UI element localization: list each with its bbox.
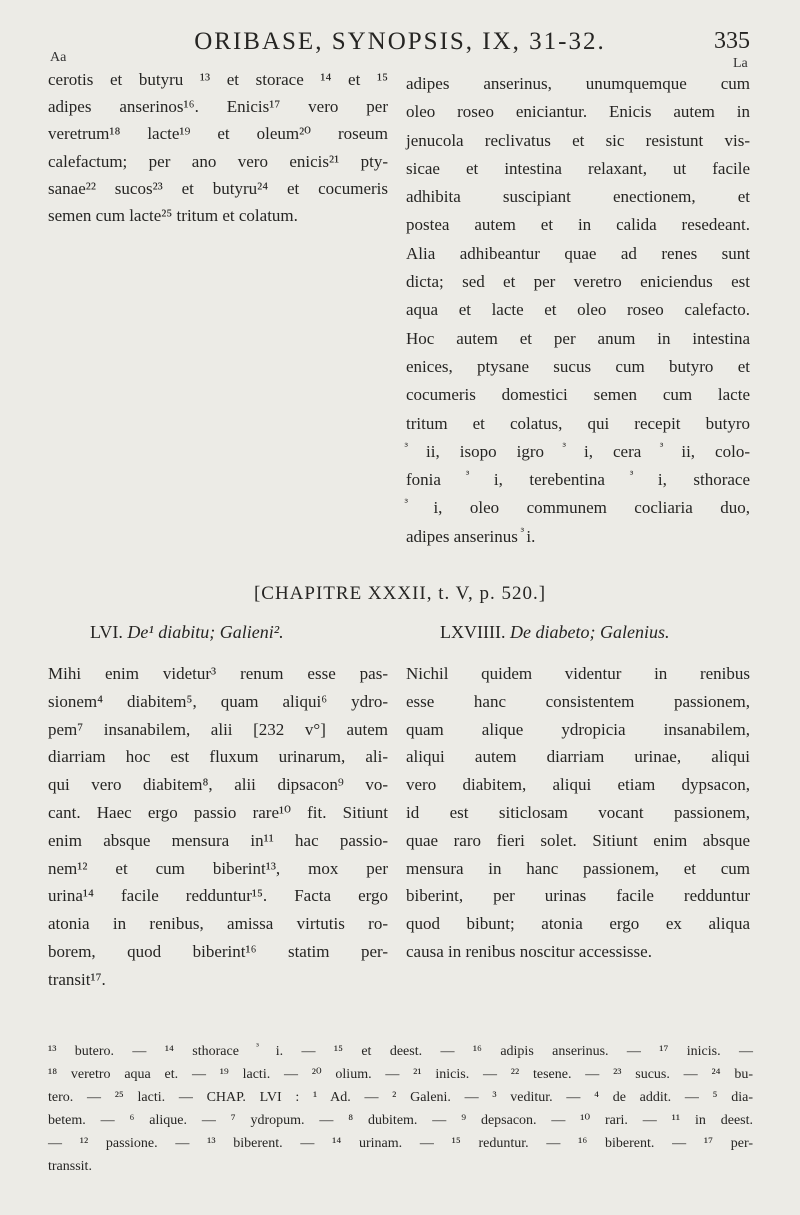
text-line: atonia in renibus, amissa virtutis ro- [48, 914, 388, 934]
text-line: aqua et lacte et oleo roseo calefacto. [406, 300, 750, 320]
text-line: cocumeris domestici semen cum lacte [406, 385, 750, 405]
text-line: pem⁷ insanabilem, alii [232 v°] autem [48, 719, 388, 739]
text-line: sanae²² sucos²³ et butyru²⁴ et cocumeris [48, 178, 388, 198]
text-line: ⷥ i, oleo communem cocliaria duo, [406, 498, 750, 518]
text-line: quod bibunt; atonia ergo ex aliqua [406, 914, 750, 934]
left-siglum: Aa [50, 50, 67, 65]
text-line: Hoc autem et per anum in intestina [406, 328, 750, 348]
text-line: quae raro fieri solet. Sitiunt enim absque [406, 830, 750, 850]
text-line: cerotis et butyru ¹³ et storace ¹⁴ et ¹⁵ [48, 70, 388, 89]
text-line: urina¹⁴ facile redduntur¹⁵. Facta ergo [48, 886, 388, 906]
section-number: LVI. [90, 622, 123, 642]
running-title: ORIBASE, SYNOPSIS, IX, 31-32. [194, 28, 606, 55]
text-line: biberint, per urinas facile redduntur [406, 886, 750, 906]
text-line: ⷥ ii, isopo igro ⷥ i, cera ⷥ ii, colo- [406, 441, 750, 461]
right-column-bottom [406, 660, 750, 966]
text-line: enim absque mensura in¹¹ hac passio- [48, 830, 388, 850]
text-line: vero diabitem, aliqui etiam dypsacon, [406, 775, 750, 795]
footnote-line: transsit. [48, 1159, 92, 1174]
text-line: adipes anserinos¹⁶. Enicis¹⁷ vero per [48, 97, 388, 117]
text-line: veretrum¹⁸ lacte¹⁹ et oleum²⁰ roseum [48, 124, 388, 144]
section-title: De¹ diabitu; Galieni². [127, 622, 284, 642]
text-line: causa in renibus noscitur accessisse. [406, 941, 652, 961]
text-line: fonia ⷥ i, terebentina ⷥ i, sthorace [406, 470, 750, 490]
right-column-top [406, 70, 750, 551]
page-header [0, 28, 800, 58]
text-line: calefactum; per ano vero enicis²¹ pty- [48, 151, 388, 171]
section-title: De diabeto; Galenius. [509, 622, 670, 642]
footnote-line: — ¹² passione. — ¹³ biberent. — ¹⁴ urinam. — ¹⁵ reduntur. — ¹⁶ biberent. — ¹⁷ per- [48, 1136, 753, 1151]
text-line: aliqui autem diarriam urinae, aliqui [406, 747, 750, 767]
footnotes [48, 1040, 753, 1178]
text-line: tritum et colatus, qui recepit butyro [406, 413, 750, 433]
text-line: Nichil quidem videntur in renibus [406, 664, 750, 683]
left-column-top [48, 66, 388, 229]
footnote-line: ¹⁸ veretro aqua et. — ¹⁹ lacti. — ²⁰ olium. — ²¹ inicis. — ²² tesene. — ²³ sucus. — ²⁴ bu- [48, 1067, 753, 1082]
right-siglum: La [733, 56, 748, 71]
text-line: adipes anserinus, unumquemque cum [406, 74, 750, 93]
section-number: LXVIIII. [440, 622, 506, 642]
text-line: adipes anserinus ⷥ i. [406, 526, 536, 546]
page-number: 335 [714, 28, 750, 54]
footnote-line: betem. — ⁶ alique. — ⁷ ydropum. — ⁸ dubitem. — ⁹ depsacon. — ¹⁰ rari. — ¹¹ in deest. [48, 1113, 753, 1128]
text-line: borem, quod biberint¹⁶ statim per- [48, 941, 388, 961]
text-line: quam alique ydropicia insanabilem, [406, 719, 750, 739]
footnote-line: tero. — ²⁵ lacti. — CHAP. LVI : ¹ Ad. — ² Galeni. — ³ veditur. — ⁴ de addit. — ⁵ dia- [48, 1090, 753, 1105]
text-line: adhibita suscipiant enectionem, et [406, 187, 750, 207]
right-section-heading [440, 622, 669, 643]
text-line: sicae et intestina relaxant, ut facile [406, 158, 750, 178]
text-line: diarriam hoc est fluxum urinarum, ali- [48, 747, 388, 767]
text-line: qui vero diabitem⁸, alii dipsacon⁹ vo- [48, 775, 388, 795]
text-line: esse hanc consistentem passionem, [406, 691, 750, 711]
text-line: Mihi enim videtur³ renum esse pas- [48, 664, 388, 683]
text-line: nem¹² et cum biberint¹³, mox per [48, 858, 388, 878]
chapter-heading: [CHAPITRE XXXII, t. V, p. 520.] [253, 583, 547, 604]
left-section-heading [90, 622, 284, 643]
footnote-line: ¹³ butero. — ¹⁴ sthorace ⷥ i. — ¹⁵ et deest. — ¹⁶ adipis anserinus. — ¹⁷ inicis. — [48, 1044, 753, 1059]
left-column-bottom [48, 660, 388, 994]
text-line: semen cum lacte²⁵ tritum et colatum. [48, 206, 298, 226]
text-line: oleo roseo eniciantur. Enicis autem in [406, 102, 750, 122]
text-line: mensura in hanc passionem, et cum [406, 858, 750, 878]
text-line: enices, ptysane sucus cum butyro et [406, 356, 750, 376]
text-line: id est siticlosam vocant passionem, [406, 802, 750, 822]
text-line: sionem⁴ diabitem⁵, quam aliqui⁶ ydro- [48, 691, 388, 711]
text-line: cant. Haec ergo passio rare¹⁰ fit. Sitiunt [48, 802, 388, 822]
text-line: dicta; sed et per veretro eniciendus est [406, 272, 750, 292]
text-line: jenucola reclivatus et sic resistunt vis- [406, 130, 750, 150]
text-line: Alia adhibeantur quae ad renes sunt [406, 243, 750, 263]
text-line: postea autem et in calida resedeant. [406, 215, 750, 235]
text-line: transit¹⁷. [48, 969, 106, 989]
